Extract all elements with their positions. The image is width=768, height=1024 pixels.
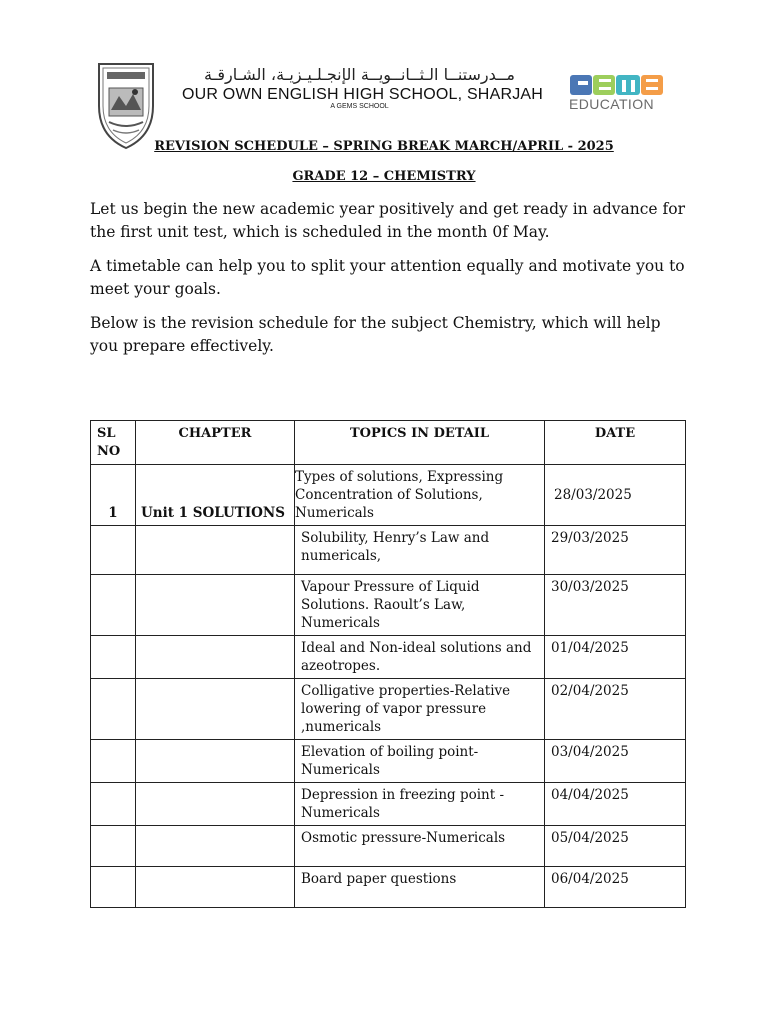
chapter-cell xyxy=(136,826,295,867)
revision-schedule-table xyxy=(90,420,686,908)
topic-cell: Ideal and Non-ideal solutions and azeotropes. xyxy=(295,636,545,679)
table-row xyxy=(91,679,686,740)
chapter-cell xyxy=(136,636,295,679)
table-row xyxy=(91,465,686,526)
date-cell: 28/03/2025 xyxy=(545,465,686,526)
date-cell: 29/03/2025 xyxy=(545,526,686,575)
topic-cell: Types of solutions, Expressing Concentration of Solutions, Numericals xyxy=(295,465,545,526)
table-row xyxy=(91,867,686,908)
date-cell: 05/04/2025 xyxy=(545,826,686,867)
date-cell: 03/04/2025 xyxy=(545,740,686,783)
date-cell: 02/04/2025 xyxy=(545,679,686,740)
header-chapter: CHAPTER xyxy=(136,421,295,465)
intro-paragraph: Below is the revision schedule for the subject Chemistry, which will help you prepare effectively. xyxy=(90,314,661,355)
sl-cell xyxy=(91,783,136,826)
sl-cell: 1 xyxy=(91,465,136,526)
chapter-cell xyxy=(136,740,295,783)
chapter-cell xyxy=(136,783,295,826)
document-subtitle: GRADE 12 – CHEMISTRY xyxy=(292,169,476,184)
date-cell: 04/04/2025 xyxy=(545,783,686,826)
chapter-cell xyxy=(136,575,295,636)
sl-cell xyxy=(91,826,136,867)
table-row xyxy=(91,575,686,636)
table-row xyxy=(91,740,686,783)
table-row xyxy=(91,526,686,575)
header-topics: TOPICS IN DETAIL xyxy=(295,421,545,465)
gems-logo-caption: EDUCATION xyxy=(569,96,655,112)
letterhead xyxy=(0,0,768,130)
intro-paragraph: A timetable can help you to split your attention equally and motivate you to meet your goals. xyxy=(90,257,685,298)
header-date: DATE xyxy=(545,421,686,465)
header-sl-no: SL NO xyxy=(91,421,136,465)
sl-cell xyxy=(91,867,136,908)
document-title: REVISION SCHEDULE – SPRING BREAK MARCH/APRIL - 2025 xyxy=(154,139,614,154)
intro-paragraphs xyxy=(90,198,690,369)
topic-cell: Solubility, Henry’s Law and numericals, xyxy=(295,526,545,575)
date-cell: 06/04/2025 xyxy=(545,867,686,908)
sl-cell xyxy=(91,526,136,575)
topic-cell: Elevation of boiling point-Numericals xyxy=(295,740,545,783)
sl-cell xyxy=(91,679,136,740)
sl-cell xyxy=(91,740,136,783)
school-tagline: A GEMS SCHOOL xyxy=(330,103,389,110)
table-row xyxy=(91,783,686,826)
topic-cell: Board paper questions xyxy=(295,867,545,908)
school-crest-icon xyxy=(95,58,157,150)
school-name-arabic: مــدرستنــا الـثــانــويــة الإنجـلـيـزيـة، الشـارقـة xyxy=(204,65,515,84)
chapter-cell: Unit 1 SOLUTIONS xyxy=(136,465,295,526)
school-name: OUR OWN ENGLISH HIGH SCHOOL, SHARJAH xyxy=(182,86,544,103)
date-cell: 30/03/2025 xyxy=(545,575,686,636)
topic-cell: Depression in freezing point - Numericals xyxy=(295,783,545,826)
topic-cell: Vapour Pressure of Liquid Solutions. Raoult’s Law, Numericals xyxy=(295,575,545,636)
table-header-row xyxy=(91,421,686,465)
topic-cell: Colligative properties-Relative lowering of vapor pressure ,numericals xyxy=(295,679,545,740)
chapter-cell xyxy=(136,679,295,740)
chapter-cell xyxy=(136,867,295,908)
date-cell: 01/04/2025 xyxy=(545,636,686,679)
sl-cell xyxy=(91,636,136,679)
intro-paragraph: Let us begin the new academic year positively and get ready in advance for the first unit test, which is scheduled in the month 0f May. xyxy=(90,200,686,241)
topic-cell: Osmotic pressure-Numericals xyxy=(295,826,545,867)
chapter-cell xyxy=(136,526,295,575)
sl-cell xyxy=(91,575,136,636)
table-row xyxy=(91,636,686,679)
table-row xyxy=(91,826,686,867)
